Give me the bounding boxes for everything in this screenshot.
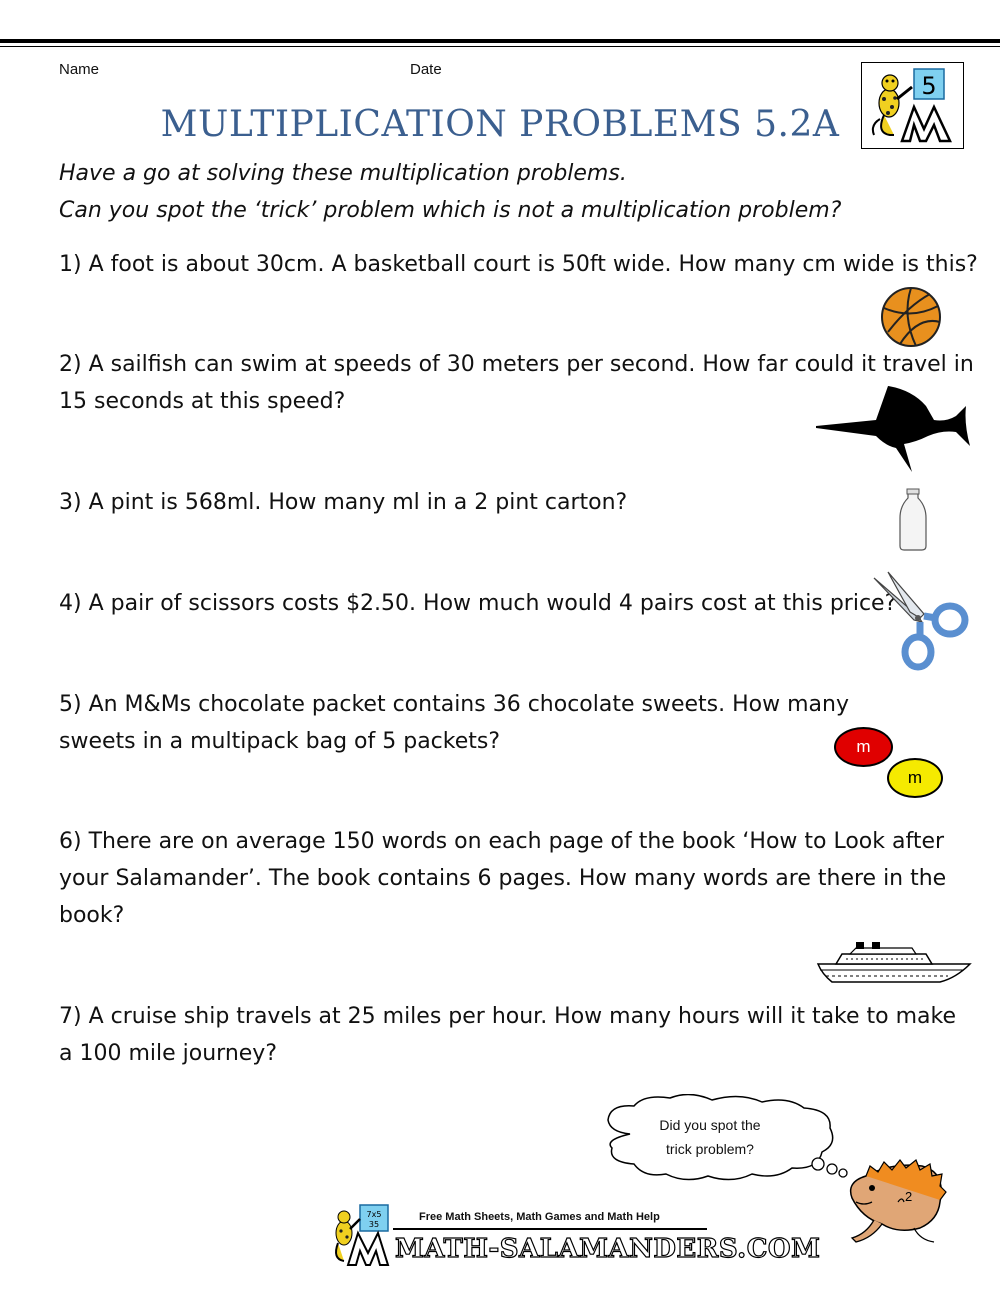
grade-number: 5 [921,72,937,100]
name-label: Name [59,61,100,78]
problem-4: 4) A pair of scissors costs $2.50. How much would 4 pairs cost at this price? [59,591,897,616]
cruise-ship-icon [816,940,972,984]
thought-text-line-1: Did you spot the [659,1117,761,1133]
thought-text-line-2: trick problem? [666,1141,754,1157]
intro-line-1: Have a go at solving these multiplication problems. [59,161,627,186]
svg-text:35: 35 [368,1220,380,1229]
page-title: MULTIPLICATION PROBLEMS 5.2A [160,104,840,145]
salamander-icon [842,1158,952,1246]
date-label: Date [410,61,442,78]
basketball-icon [878,286,944,348]
svg-text:7x5: 7x5 [366,1210,382,1219]
problem-7-line-2: a 100 mile journey? [59,1041,277,1066]
salamander-number: 2 [905,1189,913,1204]
problem-6-line-1: 6) There are on average 150 words on each page of the book ‘How to Look after [59,829,945,854]
candy-red: m [834,727,893,767]
problem-6-line-2: your Salamander’. The book contains 6 pages. How many words are there in the [59,866,947,891]
footer-salamander-logo-icon [326,1203,396,1267]
header-rule-thick [0,39,1000,43]
problem-3: 3) A pint is 568ml. How many ml in a 2 pint carton? [59,490,628,515]
problem-2-line-1: 2) A sailfish can swim at speeds of 30 meters per second. How far could it travel in [59,352,974,377]
problem-1: 1) A foot is about 30cm. A basketball court is 50ft wide. How many cm wide is this? [59,252,978,277]
header-rule-thin [0,46,1000,47]
problem-7-line-1: 7) A cruise ship travels at 25 miles per hour. How many hours will it take to make [59,1004,957,1029]
problem-2-line-2: 15 seconds at this speed? [59,389,346,414]
footer-tagline: Free Math Sheets, Math Games and Math Help [419,1211,660,1223]
sailfish-icon [816,380,976,476]
scissors-icon [870,570,970,674]
intro-line-2: Can you spot the ‘trick’ problem which is not a multiplication problem? [59,198,842,223]
candy-yellow: m [887,758,943,798]
footer-site-name: MATH-SALAMANDERS.COM [395,1234,821,1264]
problem-5-line-2: sweets in a multipack bag of 5 packets? [59,729,501,754]
milk-bottle-icon [898,488,928,552]
problem-5-line-1: 5) An M&Ms chocolate packet contains 36 chocolate sweets. How many [59,692,849,717]
problem-6-line-3: book? [59,903,125,928]
footer-divider [393,1228,707,1230]
